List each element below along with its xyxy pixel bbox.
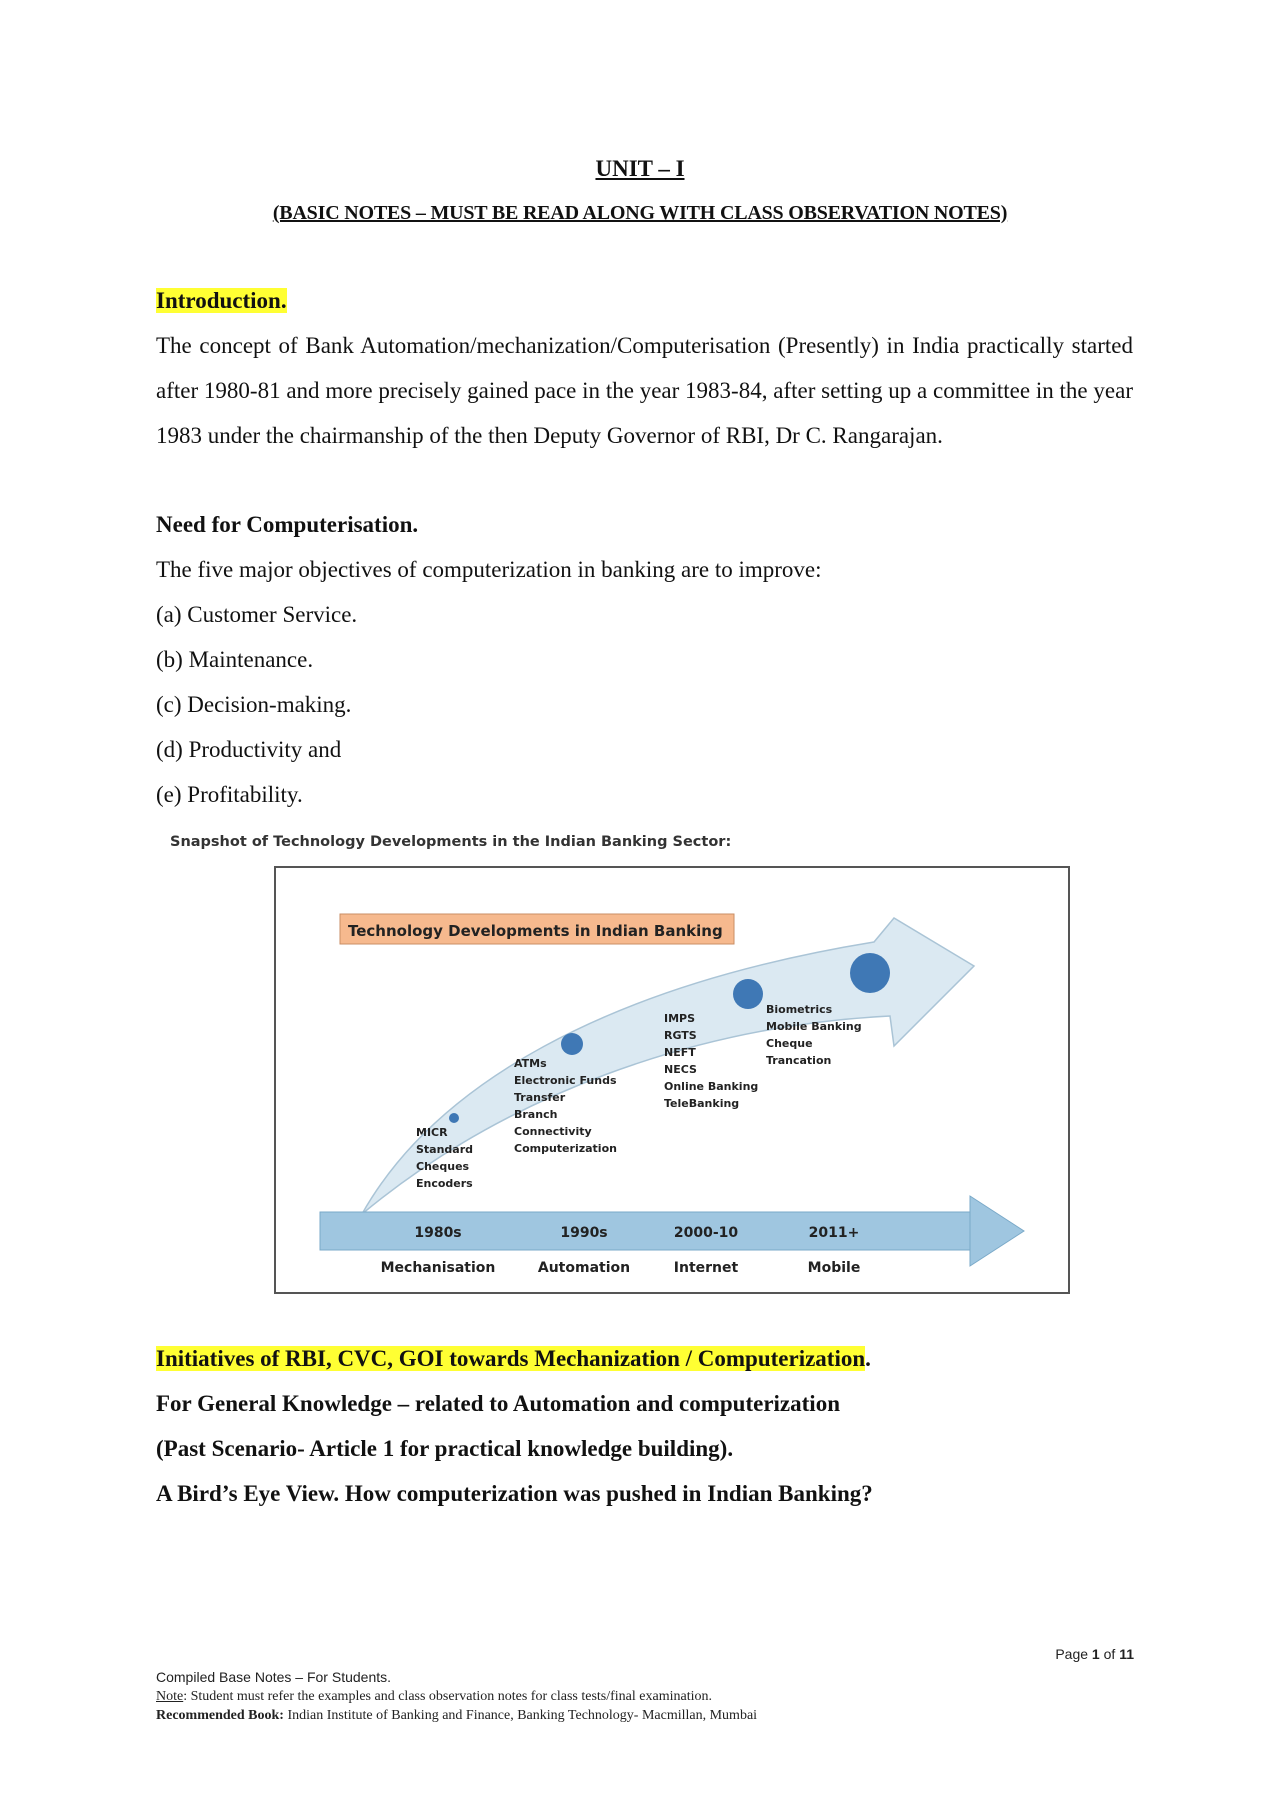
intro-heading-text: Introduction.	[156, 288, 287, 313]
objective-item: (d) Productivity and	[156, 737, 342, 762]
era-name-label: Internet	[673, 1260, 739, 1276]
era-period-label: 1980s	[414, 1225, 462, 1241]
era-name-label: Mobile	[807, 1260, 861, 1276]
era-feature-label: RGTS	[664, 1029, 697, 1042]
footer-compiled: Compiled Base Notes – For Students.	[156, 1669, 392, 1685]
intro-paragraph: The concept of Bank Automation/mechanization/Computerisation (Presently) in India practically started after 1980-81 and more precisely gained pace in the year 1983-84, after setting up a committee in the year 1983 under the chairmanship of the then Deputy Governor of RBI, Dr C. Rangarajan.	[156, 333, 1133, 448]
era-feature-label: Trancation	[766, 1054, 832, 1067]
initiatives-heading-text: Initiatives of RBI, CVC, GOI towards Mechanization / Computerization	[156, 1346, 866, 1371]
page-total: 11	[1119, 1646, 1134, 1662]
figure-caption: Snapshot of Technology Developments in the Indian Banking Sector:	[170, 834, 732, 850]
banner-text: Technology Developments in Indian Banking	[348, 922, 723, 940]
era-feature-label: NEFT	[664, 1046, 696, 1059]
technology-timeline-figure	[274, 866, 1070, 1294]
unit-title: UNIT – I	[595, 156, 685, 181]
initiatives-line: For General Knowledge – related to Automation and computerization	[156, 1391, 840, 1416]
era-feature-label: Transfer	[514, 1091, 566, 1104]
footer-book-text: Indian Institute of Banking and Finance, Banking Technology- Macmillan, Mumbai	[283, 1708, 758, 1723]
footer-note-label: Note	[156, 1689, 184, 1704]
page-number	[1055, 1646, 1134, 1662]
era-name-label: Mechanisation	[380, 1260, 496, 1276]
page-of: of	[1099, 1646, 1120, 1662]
initiatives-line: (Past Scenario- Article 1 for practical knowledge building).	[156, 1436, 734, 1461]
era-feature-label: Online Banking	[664, 1080, 759, 1093]
footer-book	[156, 1708, 757, 1724]
era-feature-label: Branch	[514, 1108, 558, 1121]
era-feature-label: Encoders	[416, 1177, 473, 1190]
era-feature-label: Cheques	[416, 1160, 470, 1173]
era-name-label: Automation	[537, 1260, 631, 1276]
era-feature-label: MICR	[416, 1126, 448, 1139]
era-dot	[733, 979, 763, 1009]
need-lead: The five major objectives of computerization in banking are to improve:	[156, 557, 822, 582]
objective-item: (b) Maintenance.	[156, 647, 314, 672]
era-feature-label: TeleBanking	[664, 1097, 740, 1110]
era-period-label: 1990s	[560, 1225, 608, 1241]
era-feature-label: Cheque	[766, 1037, 813, 1050]
era-feature-label: Computerization	[514, 1142, 617, 1155]
page-prefix: Page	[1055, 1646, 1092, 1662]
need-heading: Need for Computerisation.	[156, 512, 419, 537]
footer-note	[156, 1689, 712, 1705]
objective-item: (e) Profitability.	[156, 782, 303, 807]
initiatives-heading-end: .	[865, 1346, 871, 1371]
era-period-label: 2011+	[808, 1225, 860, 1241]
initiatives-heading	[156, 1346, 871, 1372]
objective-item: (c) Decision-making.	[156, 692, 352, 717]
era-feature-label: Standard	[416, 1143, 474, 1156]
era-feature-label: Mobile Banking	[766, 1020, 862, 1033]
objective-item: (a) Customer Service.	[156, 602, 358, 627]
era-dot	[850, 953, 890, 993]
era-feature-label: IMPS	[664, 1012, 696, 1025]
era-period-label: 2000-10	[673, 1225, 739, 1241]
footer-note-text: : Student must refer the examples and class observation notes for class tests/final examination.	[183, 1689, 712, 1704]
page-current: 1	[1091, 1646, 1100, 1662]
era-dot	[449, 1113, 459, 1123]
intro-heading	[156, 288, 287, 314]
footer-book-label: Recommended Book:	[156, 1708, 284, 1723]
notes-subtitle: (BASIC NOTES – MUST BE READ ALONG WITH CLASS OBSERVATION NOTES)	[272, 202, 1008, 224]
era-feature-label: Electronic Funds	[514, 1074, 617, 1087]
era-feature-label: NECS	[664, 1063, 697, 1076]
era-feature-label: Connectivity	[514, 1125, 592, 1138]
era-feature-label: Biometrics	[766, 1003, 833, 1016]
initiatives-line: A Bird’s Eye View. How computerization was pushed in Indian Banking?	[156, 1481, 873, 1506]
era-dot	[561, 1033, 583, 1055]
era-feature-label: ATMs	[514, 1057, 547, 1070]
